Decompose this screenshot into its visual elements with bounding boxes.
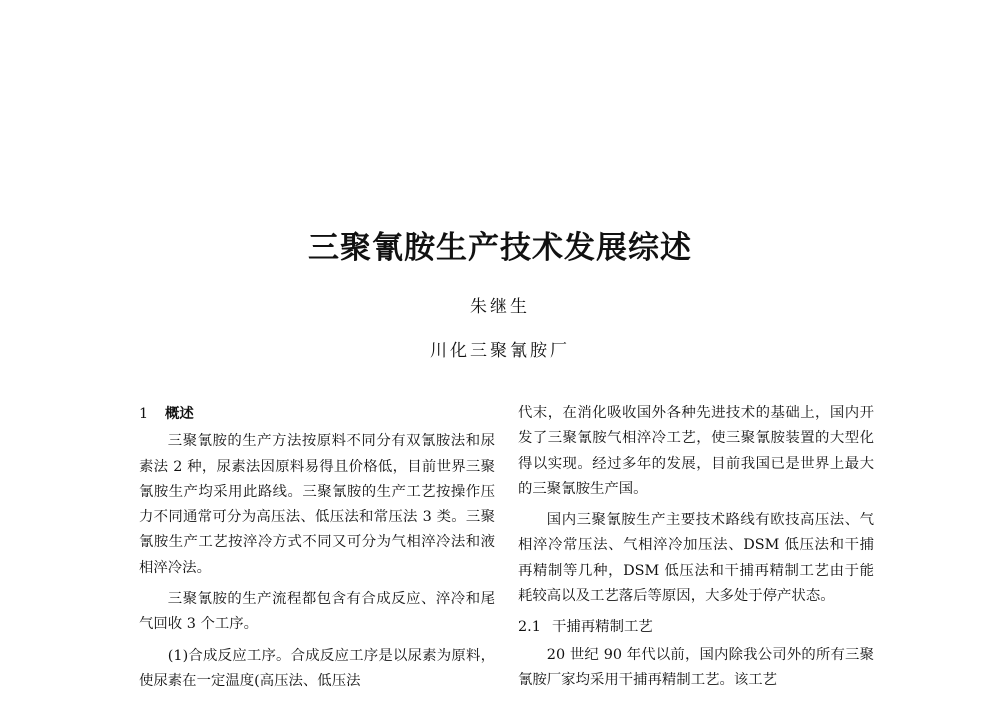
paragraph: 三聚氰胺的生产流程都包含有合成反应、淬冷和尾气回收 3 个工序。 [139,591,495,633]
subsection-title: 干捕再精制工艺 [552,619,653,636]
subsection-heading [518,615,874,640]
paragraph: (1)合成反应工序。合成反应工序是以尿素为原料，使尿素在一定温度(高压法、低压法 [139,647,495,689]
right-column [518,401,874,699]
paragraph-continuation: 代末，在消化吸收国外各种先进技术的基础上，国内开发了三聚氰胺气相淬冷工艺，使三聚氰胺装置的大型化得以实现。经过多年的发展，目前我国已是世界上最大的三聚氰胺生产国。 [518,405,874,497]
author-affiliation: 川化三聚氰胺厂 [430,341,570,361]
subsection-number: 2.1 [518,619,541,636]
section-number: 1 [139,406,149,422]
paragraph: 三聚氰胺的生产方法按原料不同分有双氰胺法和尿素法 2 种，尿素法因原料易得且价格低，目前世界三聚氰胺生产均采用此路线。三聚氰胺的生产工艺按操作压力不同通常可分为高压法、低压法和常压法 3 类。三聚氰胺生产工艺按淬冷方式不同又可分为气相淬冷法和液相淬冷法。 [139,433,495,576]
paragraph: 国内三聚氰胺生产主要技术路线有欧技高压法、气相淬冷常压法、气相淬冷加压法、DSM 低压法和干捕再精制等几种，DSM 低压法和干捕再精制工艺由于能耗较高以及工艺落后等原因，大多处于停产状态。 [518,512,874,605]
author-name: 朱继生 [470,297,530,317]
paper-title: 三聚氰胺生产技术发展综述 [308,230,692,266]
left-column [139,401,495,700]
section-title: 概述 [165,405,194,422]
section-heading [139,401,495,427]
paragraph: 20 世纪 90 年代以前，国内除我公司外的所有三聚氰胺厂家均采用干捕再精制工艺。该工艺 [518,646,874,688]
